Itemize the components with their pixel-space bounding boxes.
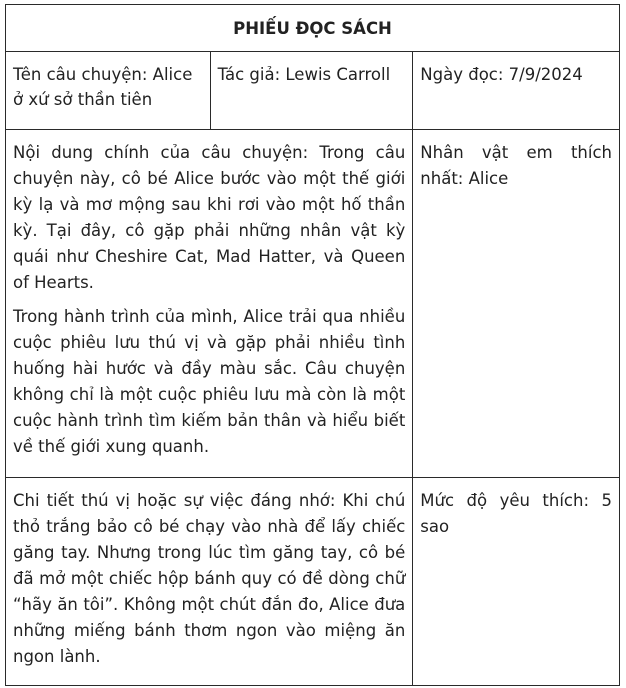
rating-cell: Mức độ yêu thích: 5 sao bbox=[413, 478, 620, 686]
favorite-character-cell: Nhân vật em thích nhất: Alice bbox=[413, 130, 620, 478]
date-read-cell: Ngày đọc: 7/9/2024 bbox=[413, 52, 620, 130]
title-row bbox=[6, 5, 620, 52]
details-row bbox=[6, 478, 620, 686]
main-content-cell bbox=[6, 130, 413, 478]
content-row bbox=[6, 130, 620, 478]
info-row bbox=[6, 52, 620, 130]
content-paragraph-2: Trong hành trình của mình, Alice trải qua nhiều cuộc phiêu lưu thú vị và gặp phải nhiều tình huống hài hước và đầy màu sắc. Câu chuyện không chỉ là một cuộc phiêu lưu mà còn là một cuộc hành trình tìm kiếm bản thân và hiểu biết về thế giới xung quanh. bbox=[13, 307, 406, 456]
reading-sheet-table bbox=[5, 4, 620, 686]
sheet-title: PHIẾU ĐỌC SÁCH bbox=[6, 5, 620, 52]
story-name-cell: Tên câu chuyện: Alice ở xứ sở thần tiên bbox=[6, 52, 211, 130]
memorable-detail-cell: Chi tiết thú vị hoặc sự việc đáng nhớ: Khi chú thỏ trắng bảo cô bé chạy vào nhà để lấy chiếc găng tay. Nhưng trong lúc tìm găng tay, cô bé đã mở một chiếc hộp bánh quy có đề dòng chữ “hãy ăn tôi”. Không một chút đắn đo, Alice đưa những miếng bánh thơm ngon vào miệng ăn ngon lành. bbox=[6, 478, 413, 686]
author-cell: Tác giả: Lewis Carroll bbox=[210, 52, 413, 130]
content-paragraph-1: Nội dung chính của câu chuyện: Trong câu chuyện này, cô bé Alice bước vào một thế giới kỳ lạ và mơ mộng sau khi rơi vào một hố thần kỳ. Tại đây, cô gặp phải những nhân vật kỳ quái như Cheshire Cat, Mad Hatter, và Queen of Hearts. bbox=[13, 143, 406, 292]
